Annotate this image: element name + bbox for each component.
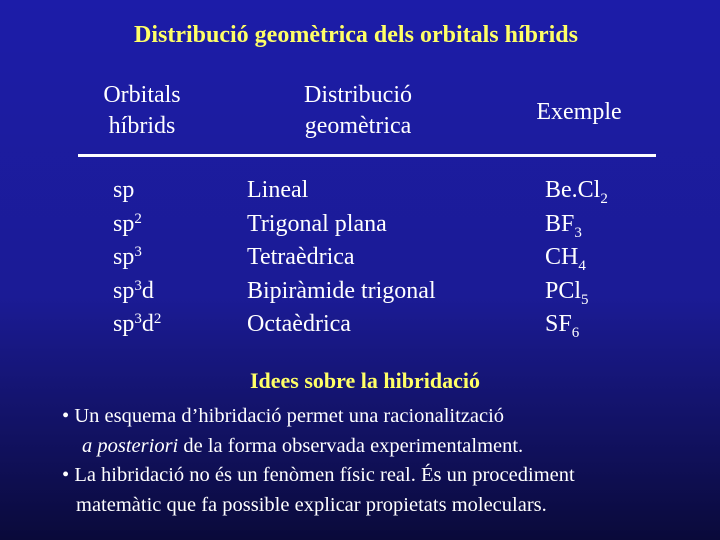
bullet-icon: • [62,464,70,486]
example-formula: SF [545,311,572,337]
example-cell [545,275,608,309]
example-cell [545,241,608,275]
geometry-cell: Lineal [247,177,309,203]
header-orbitals-line2: híbrids [108,113,176,139]
header-orbitals-line1: Orbitals [103,82,181,108]
orbital-cell [113,174,161,208]
example-subscript: 6 [571,325,580,341]
example-formula: CH [545,244,579,270]
orbital-base: sp [113,277,135,304]
orbital-cell [113,308,161,342]
header-divider [78,154,656,157]
orbital-cell [113,241,161,275]
orbital-mid: d [141,311,154,337]
example-subscript: 4 [578,258,586,274]
example-cell [545,308,608,342]
note-1-italic: a posteriori [82,434,179,457]
orbital-sup: 3 [134,244,142,260]
header-example: Exemple [536,99,622,125]
orbitals-column [113,174,161,342]
section-heading: Idees sobre la hibridació [249,368,480,393]
orbital-mid: d [141,277,154,304]
orbital-sup: 3 [134,277,142,294]
note-2-line-1 [62,461,575,491]
orbital-base: sp [113,244,135,270]
note-1-line-1 [62,402,575,432]
orbital-base: sp [113,311,135,337]
orbital-base: sp [113,210,135,237]
example-formula: BF [545,210,575,237]
orbital-cell [113,208,161,242]
slide-title: Distribució geomètrica dels orbitals híbrids [134,22,578,48]
example-cell [545,174,608,208]
orbital-sup: 3 [134,311,142,327]
example-column [545,174,608,342]
example-subscript: 3 [574,224,582,241]
geometry-cell: Bipiràmide trigonal [247,277,436,304]
example-subscript: 5 [581,291,589,308]
notes-list [62,402,575,520]
note-1-rest: de la forma observada experimentalment. [178,434,524,457]
note-1-text: Un esquema d’hibridació permet una racionalització [74,405,505,427]
header-distribution-line2: geomètrica [304,113,412,139]
bullet-icon: • [62,405,70,427]
example-formula: PCl [545,277,582,304]
orbital-cell [113,275,161,309]
note-1-line-2 [62,432,575,462]
header-distribution [283,80,433,142]
header-distribution-line1: Distribució [304,82,412,108]
example-cell [545,208,608,242]
geometry-cell: Octaèdrica [247,311,351,337]
example-subscript: 2 [600,191,608,207]
note-2-line-2: matemàtic que fa possible explicar propietats moleculars. [76,493,547,516]
geometry-cell: Tetraèdrica [247,244,355,270]
orbital-sup: 2 [153,311,162,327]
orbital-base: sp [113,177,135,203]
note-2-text: La hibridació no és un fenòmen físic real. És un procediment [74,464,575,486]
orbital-sup: 2 [134,210,142,227]
example-formula: Be.Cl [545,177,601,203]
header-orbitals [92,80,192,142]
geometry-column [247,174,436,342]
geometry-cell: Trigonal plana [247,210,387,237]
